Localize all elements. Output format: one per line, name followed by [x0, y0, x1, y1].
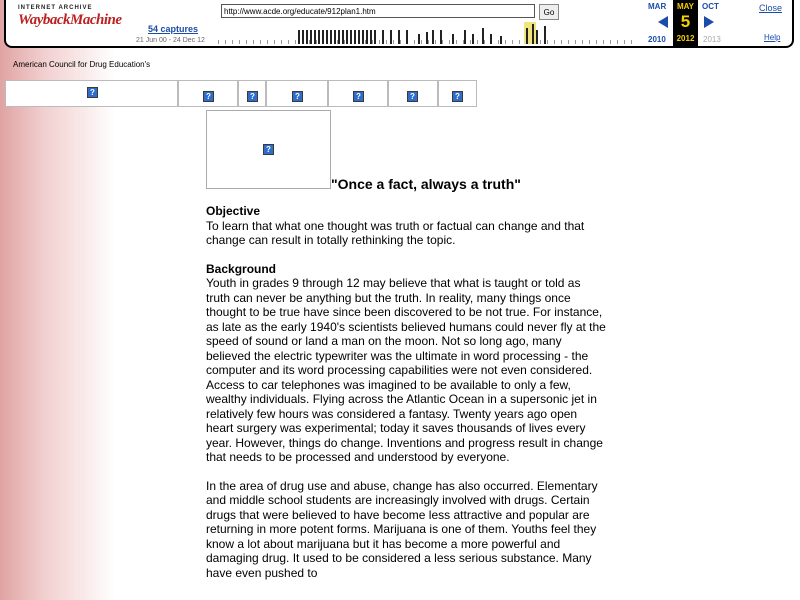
capture-bar — [500, 36, 502, 44]
sparkline-tick — [519, 40, 520, 44]
sparkline-tick — [456, 40, 457, 44]
sparkline-tick — [246, 40, 247, 44]
sparkline-tick — [288, 40, 289, 44]
capture-bar — [398, 30, 400, 44]
sparkline-tick — [386, 40, 387, 44]
capture-bar — [370, 30, 372, 44]
nav-image-1[interactable] — [5, 80, 178, 107]
objective-text: To learn that what one thought was truth or factual can change and that change can result in totally rethinking the topic. — [206, 218, 585, 247]
capture-bar — [346, 30, 348, 44]
broken-image-icon: ? — [247, 91, 258, 102]
capture-bar — [350, 30, 352, 44]
next-month-link[interactable]: OCT — [702, 2, 719, 11]
broken-image-icon: ? — [87, 87, 98, 98]
go-button[interactable]: Go — [539, 4, 559, 20]
sparkline-tick — [449, 40, 450, 44]
close-link[interactable]: Close — [759, 3, 783, 13]
sparkline-tick — [344, 40, 345, 44]
current-month: MAY — [676, 2, 695, 11]
capture-bar — [374, 30, 376, 44]
capture-bar — [338, 30, 340, 44]
sparkline-tick — [470, 40, 471, 44]
sparkline-tick — [596, 40, 597, 44]
sparkline-tick — [225, 40, 226, 44]
broken-image-icon: ? — [203, 91, 214, 102]
capture-bar — [306, 30, 308, 44]
capture-bar — [490, 34, 492, 44]
logo-top-text: INTERNET ARCHIVE — [18, 5, 93, 11]
broken-image-icon: ? — [263, 144, 274, 155]
sparkline-tick — [477, 40, 478, 44]
lesson-content — [206, 204, 606, 594]
url-input[interactable] — [221, 4, 535, 18]
sparkline-tick — [421, 40, 422, 44]
capture-bar — [330, 30, 332, 44]
org-name: American Council for Drug Education's — [13, 60, 151, 69]
nav-image-2[interactable] — [178, 80, 238, 107]
capture-bar — [314, 30, 316, 44]
sparkline-tick — [218, 40, 219, 44]
sparkline-tick — [442, 40, 443, 44]
next-capture-arrow-icon[interactable] — [704, 16, 714, 28]
current-capture — [673, 0, 698, 46]
sparkline-tick — [610, 40, 611, 44]
captures-link[interactable]: 54 captures — [148, 24, 199, 34]
nav-image-5[interactable] — [328, 80, 388, 107]
sparkline-tick — [554, 40, 555, 44]
sparkline-tick — [512, 40, 513, 44]
capture-bar — [326, 30, 328, 44]
capture-bar — [358, 30, 360, 44]
capture-bar — [334, 30, 336, 44]
sparkline-tick — [582, 40, 583, 44]
capture-sparkline[interactable] — [218, 22, 638, 44]
sparkline-tick — [239, 40, 240, 44]
prev-capture-arrow-icon[interactable] — [658, 16, 668, 28]
sparkline-tick — [631, 40, 632, 44]
sparkline-tick — [295, 40, 296, 44]
sparkline-tick — [267, 40, 268, 44]
capture-bar — [310, 30, 312, 44]
broken-image-icon: ? — [407, 91, 418, 102]
drug-use-text: In the area of drug use and abuse, change has also occurred. Elementary and middle school students are increasingly involved with drugs. Certain drugs that were believed to have become less attractive and popular are returning in more potent forms. Marijuana is one of them. Youths feel they know a lot about marijuana but it has become a more powerful and damaging drug. It used to be considered a less serious substance. Many have even pushed to — [206, 478, 598, 580]
wayback-toolbar — [4, 0, 794, 48]
help-link[interactable]: Help — [764, 33, 781, 42]
sparkline-tick — [568, 40, 569, 44]
sparkline-tick — [372, 40, 373, 44]
sparkline-tick — [505, 40, 506, 44]
capture-bar — [298, 30, 300, 44]
capture-bar — [482, 28, 484, 44]
capture-bar — [342, 30, 344, 44]
sparkline-tick — [589, 40, 590, 44]
capture-bar — [532, 24, 534, 44]
capture-bar — [544, 26, 546, 44]
capture-bar — [426, 32, 428, 44]
page-title: "Once a fact, always a truth" — [331, 176, 521, 192]
sparkline-tick — [316, 40, 317, 44]
capture-bar — [536, 30, 538, 44]
sparkline-tick — [428, 40, 429, 44]
capture-bar — [464, 30, 466, 44]
sparkline-tick — [274, 40, 275, 44]
sparkline-tick — [617, 40, 618, 44]
prev-month-link[interactable]: MAR — [648, 2, 667, 11]
capture-bar — [318, 30, 320, 44]
objective-heading: Objective — [206, 204, 261, 218]
sparkline-tick — [260, 40, 261, 44]
sparkline-tick — [281, 40, 282, 44]
nav-image-6[interactable] — [388, 80, 438, 107]
nav-image-7[interactable] — [438, 80, 477, 107]
broken-image-icon: ? — [292, 91, 303, 102]
broken-image-icon: ? — [353, 91, 364, 102]
sparkline-tick — [379, 40, 380, 44]
sparkline-tick — [393, 40, 394, 44]
capture-bar — [472, 34, 474, 44]
sparkline-tick — [603, 40, 604, 44]
sparkline-tick — [575, 40, 576, 44]
background-text: Youth in grades 9 through 12 may believe that what is taught or told as truth can never be anything but the truth. In reality, many things once thought to be true have since been discovered to be not true. For instance, as late as the early 1940's scientists believed humans could never fly at the speed of sound or land a man on the moon. Not so long ago, many believed the electric typewriter was the ultimate in word processing - the computer and its word processing capabilities were not even considered. Access to car telephones was imagined to be available to only a few, wealthy individuals. Flying across the Atlantic Ocean in a supersonic jet in relatively few hours was considered a fantasy. Twenty years ago open heart surgery was experimental; today it saves thousands of lives every year. However, things do change. Inventions and progress result in change that needs to be processed and understood by everyone. — [206, 276, 606, 464]
next-year-label: 2013 — [703, 35, 721, 44]
background-heading: Background — [206, 261, 277, 276]
lesson-image — [206, 110, 331, 189]
sparkline-tick — [561, 40, 562, 44]
sparkline-tick — [498, 40, 499, 44]
capture-bar — [390, 30, 392, 44]
capture-bar — [452, 34, 454, 44]
capture-bar — [366, 30, 368, 44]
sparkline-tick — [232, 40, 233, 44]
prev-year-link[interactable]: 2010 — [648, 35, 666, 44]
capture-bar — [322, 30, 324, 44]
wayback-logo[interactable] — [18, 5, 122, 35]
logo-main-text: WaybackMachine — [18, 12, 122, 28]
capture-bar — [362, 30, 364, 44]
current-day: 5 — [680, 12, 691, 31]
capture-bar — [302, 30, 304, 44]
capture-bar — [354, 30, 356, 44]
capture-bar — [382, 30, 384, 44]
sparkline-tick — [400, 40, 401, 44]
capture-bar — [440, 30, 442, 44]
broken-image-icon: ? — [452, 91, 463, 102]
sparkline-tick — [484, 40, 485, 44]
sparkline-tick — [253, 40, 254, 44]
capture-bar — [418, 34, 420, 44]
sparkline-tick — [435, 40, 436, 44]
sparkline-tick — [540, 40, 541, 44]
current-year: 2012 — [676, 34, 695, 43]
capture-bar — [406, 30, 408, 44]
capture-bar — [432, 30, 434, 44]
capture-date-range: 21 Jun 00 - 24 Dec 12 — [136, 37, 205, 44]
nav-image-3[interactable] — [238, 80, 266, 107]
capture-bar — [526, 28, 528, 44]
sparkline-tick — [414, 40, 415, 44]
sparkline-tick — [624, 40, 625, 44]
sparkline-tick — [547, 40, 548, 44]
nav-image-4[interactable] — [266, 80, 328, 107]
